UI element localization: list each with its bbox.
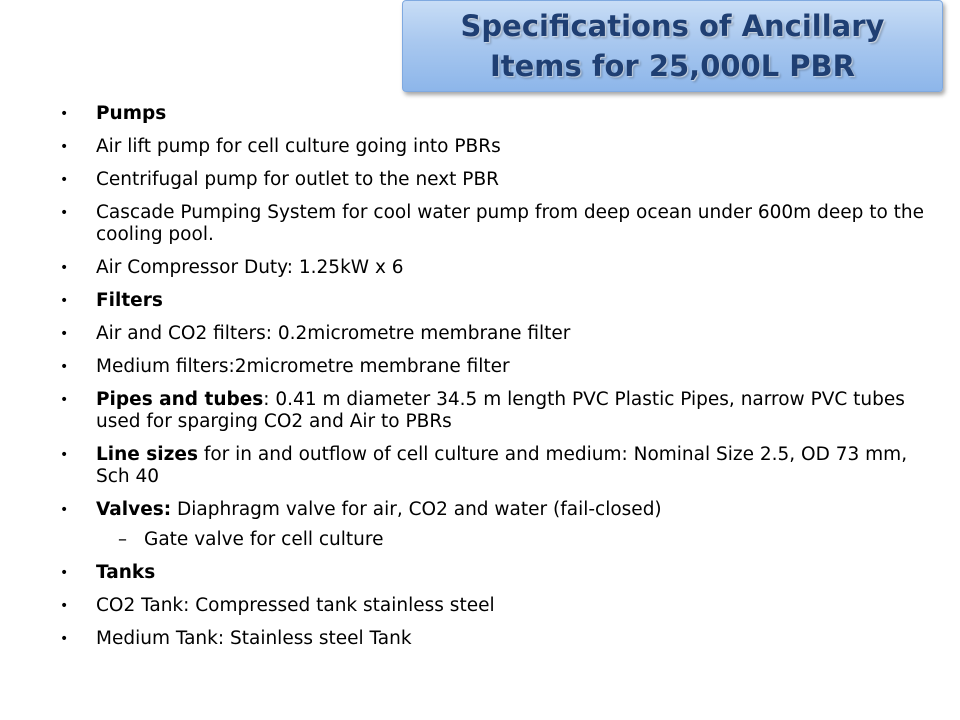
bullet-icon: • xyxy=(60,502,69,518)
list-item-filters xyxy=(60,290,940,312)
bullet-icon: • xyxy=(60,139,69,155)
item-text: Diaphragm valve for air, CO2 and water (fail-closed) xyxy=(171,499,662,520)
list-item xyxy=(60,595,940,617)
item-text: for in and outflow of cell culture and medium: Nominal Size 2.5, OD 73 mm, Sch 40 xyxy=(96,444,908,487)
list-item xyxy=(60,323,940,345)
bullet-icon: • xyxy=(60,205,69,221)
slide-title-line-1: Specifications of Ancillary xyxy=(460,9,885,43)
item-text: Air lift pump for cell culture going into PBRs xyxy=(96,136,501,157)
item-text: Air and CO2 filters: 0.2micrometre membrane filter xyxy=(96,323,571,344)
list-item xyxy=(60,169,940,191)
slide-title-box xyxy=(402,0,943,92)
item-bold-text: Tanks xyxy=(96,562,156,583)
item-bold-text: Valves: xyxy=(96,499,172,520)
bullet-icon: • xyxy=(60,172,69,188)
list-item-line-sizes xyxy=(60,444,940,488)
list-item xyxy=(60,356,940,378)
item-text: Centrifugal pump for outlet to the next PBR xyxy=(96,169,500,190)
item-bold-text: Pumps xyxy=(96,103,167,124)
item-text: Air Compressor Duty: 1.25kW x 6 xyxy=(96,257,404,278)
list-item-pumps xyxy=(60,103,940,125)
list-item xyxy=(60,257,940,279)
bullet-icon: • xyxy=(60,326,69,342)
item-bold-text: Pipes and tubes xyxy=(96,389,264,410)
list-item-tanks xyxy=(60,562,940,584)
bullet-icon: • xyxy=(60,631,69,647)
bullet-icon: • xyxy=(60,565,69,581)
bullet-icon: • xyxy=(60,598,69,614)
slide-title-line-2: Items for 25,000L PBR xyxy=(489,49,855,83)
item-text: Medium filters:2micrometre membrane filter xyxy=(96,356,510,377)
dash-bullet-icon: – xyxy=(118,529,127,550)
item-text: Cascade Pumping System for cool water pump from deep ocean under 600m deep to the cooling pool. xyxy=(96,202,925,245)
list-item xyxy=(60,202,940,246)
item-text: Gate valve for cell culture xyxy=(144,529,384,550)
item-text: Medium Tank: Stainless steel Tank xyxy=(96,628,412,649)
bullet-icon: • xyxy=(60,293,69,309)
bullet-icon: • xyxy=(60,447,69,463)
bullet-icon: • xyxy=(60,392,69,408)
list-item xyxy=(60,628,940,650)
bullet-icon: • xyxy=(60,260,69,276)
item-bold-text: Line sizes xyxy=(96,444,198,465)
item-bold-text: Filters xyxy=(96,290,163,311)
bullet-icon: • xyxy=(60,106,69,122)
list-item xyxy=(60,136,940,158)
bullet-icon: • xyxy=(60,359,69,375)
item-text: : 0.41 m diameter 34.5 m length PVC Plastic Pipes, narrow PVC tubes used for sparging CO2 and Air to PBRs xyxy=(96,389,905,432)
bullet-list xyxy=(60,103,940,661)
list-item-valves xyxy=(60,499,940,521)
sub-list-item xyxy=(60,529,940,551)
list-item-pipes xyxy=(60,389,940,433)
item-text: CO2 Tank: Compressed tank stainless steel xyxy=(96,595,495,616)
